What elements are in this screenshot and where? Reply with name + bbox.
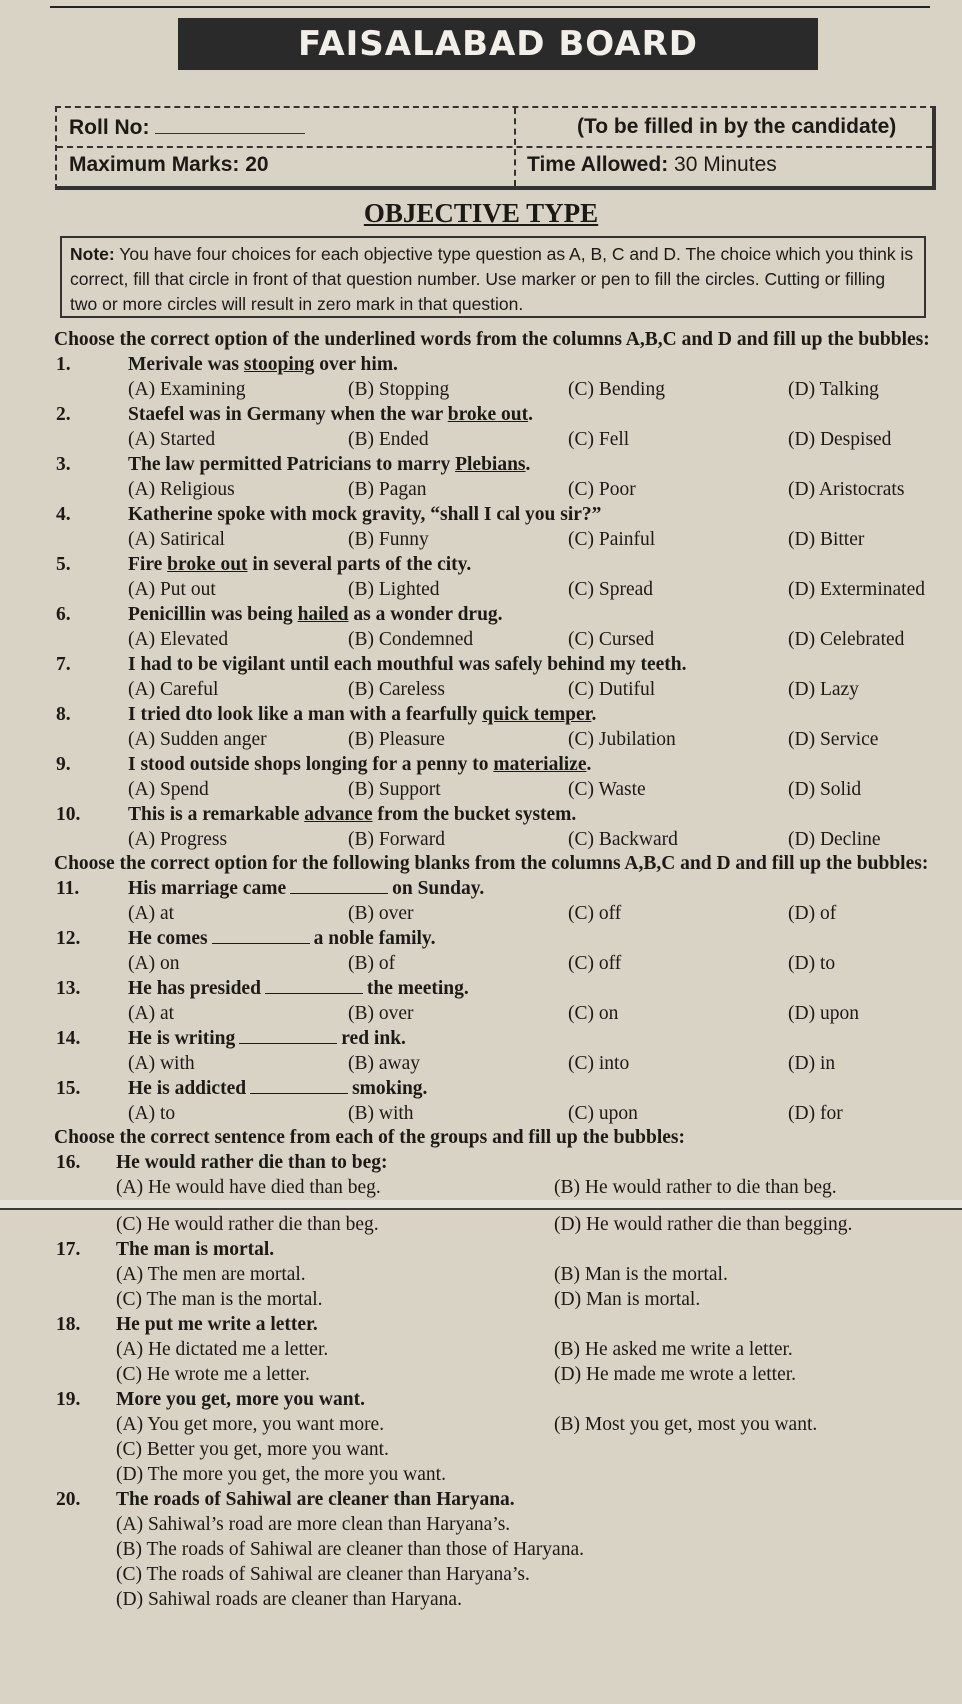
option-b[interactable]: (B) Pagan bbox=[348, 479, 427, 500]
question-2 bbox=[54, 402, 938, 427]
options-9 bbox=[54, 777, 938, 802]
option-c[interactable]: (C) Bending bbox=[568, 379, 665, 400]
time-allowed-value: 30 Minutes bbox=[674, 153, 777, 176]
option-c[interactable]: (C) off bbox=[568, 903, 622, 924]
stem-post: over him. bbox=[314, 354, 398, 375]
question-stem bbox=[128, 1026, 406, 1051]
question-4 bbox=[54, 502, 938, 527]
question-number: 17. bbox=[56, 1239, 81, 1260]
answer-blank bbox=[250, 1077, 348, 1094]
stem-post: as a wonder drug. bbox=[348, 604, 503, 625]
note-label: Note: bbox=[70, 244, 115, 264]
option-a[interactable]: (A) Careful bbox=[128, 679, 219, 700]
option-d[interactable]: (D) Aristocrats bbox=[788, 479, 905, 500]
question-stem bbox=[128, 976, 469, 1001]
option-d[interactable]: (D) Lazy bbox=[788, 679, 859, 700]
option-a[interactable]: (A) Elevated bbox=[128, 629, 229, 650]
options-6 bbox=[54, 627, 938, 652]
question-stem bbox=[128, 702, 596, 727]
question-6 bbox=[54, 602, 938, 627]
question-stem: He put me write a letter. bbox=[116, 1314, 318, 1335]
question-stem bbox=[128, 552, 471, 577]
option-c[interactable]: (C) off bbox=[568, 953, 622, 974]
question-number: 13. bbox=[56, 978, 81, 999]
question-12 bbox=[54, 926, 938, 951]
option-b[interactable]: (B) over bbox=[348, 1003, 414, 1024]
options-15 bbox=[54, 1101, 938, 1126]
question-18 bbox=[54, 1312, 938, 1337]
part1-questions bbox=[54, 352, 938, 852]
options-1 bbox=[54, 377, 938, 402]
option-a[interactable]: (A) The men are mortal. bbox=[116, 1264, 306, 1285]
option-b[interactable]: (B) Pleasure bbox=[348, 729, 445, 750]
question-3 bbox=[54, 452, 938, 477]
option-a[interactable]: (A) He dictated me a letter. bbox=[116, 1339, 329, 1360]
stem-post: . bbox=[586, 754, 592, 775]
stem-pre: Penicillin was being bbox=[128, 604, 298, 625]
option-a[interactable]: (A) You get more, you want more. bbox=[116, 1414, 385, 1435]
option-c[interactable]: (C) The man is the mortal. bbox=[116, 1289, 323, 1310]
options-10 bbox=[54, 827, 938, 852]
options-13 bbox=[54, 1001, 938, 1026]
option-a[interactable]: (A) at bbox=[128, 1003, 175, 1024]
stem-post: . bbox=[525, 454, 531, 475]
page-split-bar bbox=[0, 1200, 962, 1210]
candidate-info-box bbox=[55, 106, 936, 190]
info-row-roll bbox=[57, 108, 932, 148]
question-stem: More you get, more you want. bbox=[116, 1389, 365, 1410]
option-d[interactable]: (D) He would rather die than begging. bbox=[554, 1214, 853, 1235]
stem-post: . bbox=[591, 704, 597, 725]
stem-post: . bbox=[528, 404, 533, 425]
question-stem bbox=[128, 452, 530, 477]
option-a[interactable]: (A) Religious bbox=[128, 479, 235, 500]
stem-pre: I had to be vigilant until each mouthful was safely behind my teeth. bbox=[128, 654, 687, 675]
stem-pre: The law permitted Patricians to marry bbox=[128, 454, 456, 475]
question-8 bbox=[54, 702, 938, 727]
option-b[interactable]: (B) with bbox=[348, 1103, 414, 1124]
question-number: 9. bbox=[56, 754, 71, 775]
question-number: 14. bbox=[56, 1028, 81, 1049]
option-b[interactable]: (B) Forward bbox=[348, 829, 445, 850]
roll-no-label: Roll No: bbox=[69, 116, 150, 139]
question-number: 8. bbox=[56, 704, 71, 725]
option-a[interactable]: (A) Spend bbox=[128, 779, 209, 800]
options-12 bbox=[54, 951, 938, 976]
option-d[interactable]: (D) Service bbox=[788, 729, 879, 750]
options-11 bbox=[54, 901, 938, 926]
option-d[interactable]: (D) Despised bbox=[788, 429, 892, 450]
option-c[interactable]: (C) into bbox=[568, 1053, 630, 1074]
stem-underlined: broke out bbox=[447, 404, 529, 425]
option-c[interactable]: (C) Cursed bbox=[568, 629, 655, 650]
option-a[interactable]: (A) on bbox=[128, 953, 180, 974]
stem-underlined: advance bbox=[304, 804, 373, 825]
option-b[interactable]: (B) He would rather to die than beg. bbox=[554, 1177, 837, 1198]
question-number: 20. bbox=[56, 1489, 81, 1510]
option-b[interactable]: (B) Funny bbox=[348, 529, 429, 550]
time-allowed bbox=[527, 153, 777, 177]
option-a[interactable]: (A) Started bbox=[128, 429, 216, 450]
stem-pre: I tried dto look like a man with a fearfully bbox=[128, 704, 483, 725]
question-number: 19. bbox=[56, 1389, 81, 1410]
question-stem bbox=[128, 1076, 427, 1101]
stem-post: from the bucket system. bbox=[372, 804, 577, 825]
stem-pre: Staefel was in Germany when the war bbox=[128, 404, 448, 425]
option-d[interactable]: (D) The more you get, the more you want. bbox=[116, 1464, 446, 1485]
option-d[interactable]: (D) upon bbox=[788, 1003, 859, 1024]
answer-blank bbox=[265, 977, 363, 994]
questions-content bbox=[54, 328, 938, 1612]
options-20-c bbox=[54, 1562, 938, 1587]
options-4 bbox=[54, 527, 938, 552]
option-b[interactable]: (B) Condemned bbox=[348, 629, 474, 650]
stem-pre: Fire bbox=[128, 554, 168, 575]
question-number: 1. bbox=[56, 354, 71, 375]
question-number: 4. bbox=[56, 504, 71, 525]
options-20-b bbox=[54, 1537, 938, 1562]
stem-post: in several parts of the city. bbox=[247, 554, 472, 575]
option-d[interactable]: (D) in bbox=[788, 1053, 836, 1074]
option-b[interactable]: (B) The roads of Sahiwal are cleaner than those of Haryana. bbox=[116, 1539, 584, 1560]
question-number: 16. bbox=[56, 1152, 81, 1173]
question-stem bbox=[128, 926, 435, 951]
option-d[interactable]: (D) of bbox=[788, 903, 837, 924]
question-number: 2. bbox=[56, 404, 71, 425]
option-a[interactable]: (A) Progress bbox=[128, 829, 228, 850]
stem-post: the meeting. bbox=[366, 978, 469, 999]
time-allowed-label: Time Allowed: bbox=[527, 153, 669, 176]
part2-questions bbox=[54, 876, 938, 1126]
option-b[interactable]: (B) Man is the mortal. bbox=[554, 1264, 728, 1285]
option-d[interactable]: (D) Sahiwal roads are cleaner than Haryana. bbox=[116, 1589, 462, 1610]
page-split bbox=[0, 1200, 962, 1212]
stem-post: red ink. bbox=[341, 1028, 406, 1049]
question-7 bbox=[54, 652, 938, 677]
options-18-ab bbox=[54, 1337, 938, 1362]
stem-pre: He is writing bbox=[128, 1028, 236, 1049]
question-14 bbox=[54, 1026, 938, 1051]
question-11 bbox=[54, 876, 938, 901]
question-5 bbox=[54, 552, 938, 577]
question-19 bbox=[54, 1387, 938, 1412]
option-c[interactable]: (C) Spread bbox=[568, 579, 654, 600]
option-a[interactable]: (A) He would have died than beg. bbox=[116, 1177, 381, 1198]
option-c[interactable]: (C) He wrote me a letter. bbox=[116, 1364, 310, 1385]
option-d[interactable]: (D) Celebrated bbox=[788, 629, 905, 650]
stem-underlined: Plebians bbox=[455, 454, 526, 475]
stem-post: on Sunday. bbox=[392, 878, 485, 899]
options-16-ab bbox=[54, 1175, 938, 1200]
question-16 bbox=[54, 1150, 938, 1175]
section-title: OBJECTIVE TYPE bbox=[363, 198, 599, 228]
stem-underlined: quick temper bbox=[482, 704, 592, 725]
option-b[interactable]: (B) over bbox=[348, 903, 414, 924]
question-stem bbox=[128, 352, 398, 377]
stem-pre: He comes bbox=[128, 928, 208, 949]
option-c[interactable]: (C) Poor bbox=[568, 479, 636, 500]
question-number: 7. bbox=[56, 654, 71, 675]
stem-underlined: stooping bbox=[243, 354, 315, 375]
options-8 bbox=[54, 727, 938, 752]
stem-pre: He is addicted bbox=[128, 1078, 247, 1099]
option-a[interactable]: (A) Put out bbox=[128, 579, 216, 600]
option-d[interactable]: (D) Talking bbox=[788, 379, 879, 400]
info-row-marks bbox=[57, 146, 932, 184]
question-stem bbox=[128, 402, 533, 427]
question-20 bbox=[54, 1487, 938, 1512]
question-stem bbox=[128, 602, 503, 627]
option-c[interactable]: (C) The roads of Sahiwal are cleaner than Haryana’s. bbox=[116, 1564, 530, 1585]
option-d[interactable]: (D) Solid bbox=[788, 779, 862, 800]
board-title: FAISALABAD BOARD bbox=[178, 18, 818, 70]
option-c[interactable]: (C) Jubilation bbox=[568, 729, 676, 750]
option-c[interactable]: (C) Better you get, more you want. bbox=[116, 1439, 389, 1460]
option-a[interactable]: (A) Sahiwal’s road are more clean than Haryana’s. bbox=[116, 1514, 511, 1535]
options-16-cd bbox=[54, 1212, 938, 1237]
options-17-cd bbox=[54, 1287, 938, 1312]
question-stem: The man is mortal. bbox=[116, 1239, 275, 1260]
options-19-d bbox=[54, 1462, 938, 1487]
question-number: 10. bbox=[56, 804, 81, 825]
option-d[interactable]: (D) to bbox=[788, 953, 836, 974]
options-19-ab bbox=[54, 1412, 938, 1437]
option-c[interactable]: (C) upon bbox=[568, 1103, 638, 1124]
option-b[interactable]: (B) Ended bbox=[348, 429, 429, 450]
options-3 bbox=[54, 477, 938, 502]
stem-pre: His marriage came bbox=[128, 878, 287, 899]
option-a[interactable]: (A) Satirical bbox=[128, 529, 225, 550]
part2-instruction: Choose the correct option for the following blanks from the columns A,B,C and D and fill up the bubbles: bbox=[54, 853, 929, 874]
options-18-cd bbox=[54, 1362, 938, 1387]
options-2 bbox=[54, 427, 938, 452]
question-stem bbox=[128, 876, 484, 901]
stem-pre: I stood outside shops longing for a penny to bbox=[128, 754, 494, 775]
part3-instruction: Choose the correct sentence from each of the groups and fill up the bubbles: bbox=[54, 1127, 686, 1148]
options-20-a bbox=[54, 1512, 938, 1537]
question-stem bbox=[128, 502, 601, 527]
option-b[interactable]: (B) of bbox=[348, 953, 396, 974]
option-b[interactable]: (B) Stopping bbox=[348, 379, 450, 400]
option-c[interactable]: (C) Waste bbox=[568, 779, 646, 800]
option-b[interactable]: (B) Careless bbox=[348, 679, 445, 700]
option-a[interactable]: (A) with bbox=[128, 1053, 195, 1074]
option-c[interactable]: (C) Fell bbox=[568, 429, 630, 450]
option-b[interactable]: (B) Support bbox=[348, 779, 441, 800]
stem-pre: Katherine spoke with mock gravity, “shall I cal you sir?” bbox=[128, 504, 602, 525]
option-c[interactable]: (C) Dutiful bbox=[568, 679, 656, 700]
options-20-d bbox=[54, 1587, 938, 1612]
option-a[interactable]: (A) at bbox=[128, 903, 175, 924]
question-1 bbox=[54, 352, 938, 377]
option-d[interactable]: (D) Bitter bbox=[788, 529, 865, 550]
question-number: 11. bbox=[56, 878, 80, 899]
option-a[interactable]: (A) Sudden anger bbox=[128, 729, 267, 750]
option-a[interactable]: (A) Examining bbox=[128, 379, 246, 400]
options-7 bbox=[54, 677, 938, 702]
option-b[interactable]: (B) He asked me write a letter. bbox=[554, 1339, 793, 1360]
note-text: You have four choices for each objective type question as A, B, C and D. The choice which you think is correct, fill that circle in front of that question number. Use marker or pen to fill the circles. Cutting or filling two or more circles will result in zero mark in that question. bbox=[70, 244, 914, 314]
stem-pre: He has presided bbox=[128, 978, 261, 999]
question-number: 15. bbox=[56, 1078, 81, 1099]
answer-blank bbox=[239, 1027, 337, 1044]
options-5 bbox=[54, 577, 938, 602]
top-rule bbox=[50, 6, 930, 8]
stem-underlined: broke out bbox=[167, 554, 248, 575]
option-d[interactable]: (D) Man is mortal. bbox=[554, 1289, 701, 1310]
answer-blank bbox=[212, 927, 310, 944]
option-d[interactable]: (D) for bbox=[788, 1103, 843, 1124]
option-c[interactable]: (C) He would rather die than beg. bbox=[116, 1214, 379, 1235]
stem-pre: Merivale was bbox=[128, 354, 244, 375]
options-19-c bbox=[54, 1437, 938, 1462]
stem-underlined: materialize bbox=[493, 754, 587, 775]
options-17-ab bbox=[54, 1262, 938, 1287]
answer-blank bbox=[290, 877, 388, 894]
question-stem: The roads of Sahiwal are cleaner than Haryana. bbox=[116, 1489, 515, 1510]
max-marks: Maximum Marks: 20 bbox=[69, 153, 269, 176]
stem-post: a noble family. bbox=[313, 928, 436, 949]
options-14 bbox=[54, 1051, 938, 1076]
option-d[interactable]: (D) Exterminated bbox=[788, 579, 925, 600]
part1-instruction: Choose the correct option of the underlined words from the columns A,B,C and D and fill up the bubbles: bbox=[54, 329, 930, 350]
stem-underlined: hailed bbox=[297, 604, 349, 625]
option-a[interactable]: (A) to bbox=[128, 1103, 176, 1124]
stem-post: smoking. bbox=[352, 1078, 428, 1099]
question-number: 18. bbox=[56, 1314, 81, 1335]
stem-pre: This is a remarkable bbox=[128, 804, 305, 825]
note-box bbox=[60, 236, 926, 318]
question-stem bbox=[128, 802, 576, 827]
question-10 bbox=[54, 802, 938, 827]
question-number: 12. bbox=[56, 928, 81, 949]
question-number: 6. bbox=[56, 604, 71, 625]
question-stem bbox=[128, 752, 591, 777]
question-stem bbox=[128, 652, 687, 677]
option-b[interactable]: (B) Most you get, most you want. bbox=[554, 1414, 818, 1435]
question-17 bbox=[54, 1237, 938, 1262]
question-13 bbox=[54, 976, 938, 1001]
option-b[interactable]: (B) Lighted bbox=[348, 579, 440, 600]
roll-no-blank bbox=[155, 115, 305, 134]
option-c[interactable]: (C) on bbox=[568, 1003, 619, 1024]
question-stem: He would rather die than to beg: bbox=[116, 1152, 388, 1173]
option-c[interactable]: (C) Painful bbox=[568, 529, 656, 550]
fill-note: (To be filled in by the candidate) bbox=[577, 115, 897, 138]
option-d[interactable]: (D) Decline bbox=[788, 829, 881, 850]
question-number: 5. bbox=[56, 554, 71, 575]
question-9 bbox=[54, 752, 938, 777]
question-15 bbox=[54, 1076, 938, 1101]
question-number: 3. bbox=[56, 454, 71, 475]
option-b[interactable]: (B) away bbox=[348, 1053, 421, 1074]
roll-no bbox=[69, 115, 305, 140]
option-c[interactable]: (C) Backward bbox=[568, 829, 678, 850]
option-d[interactable]: (D) He made me wrote a letter. bbox=[554, 1364, 797, 1385]
